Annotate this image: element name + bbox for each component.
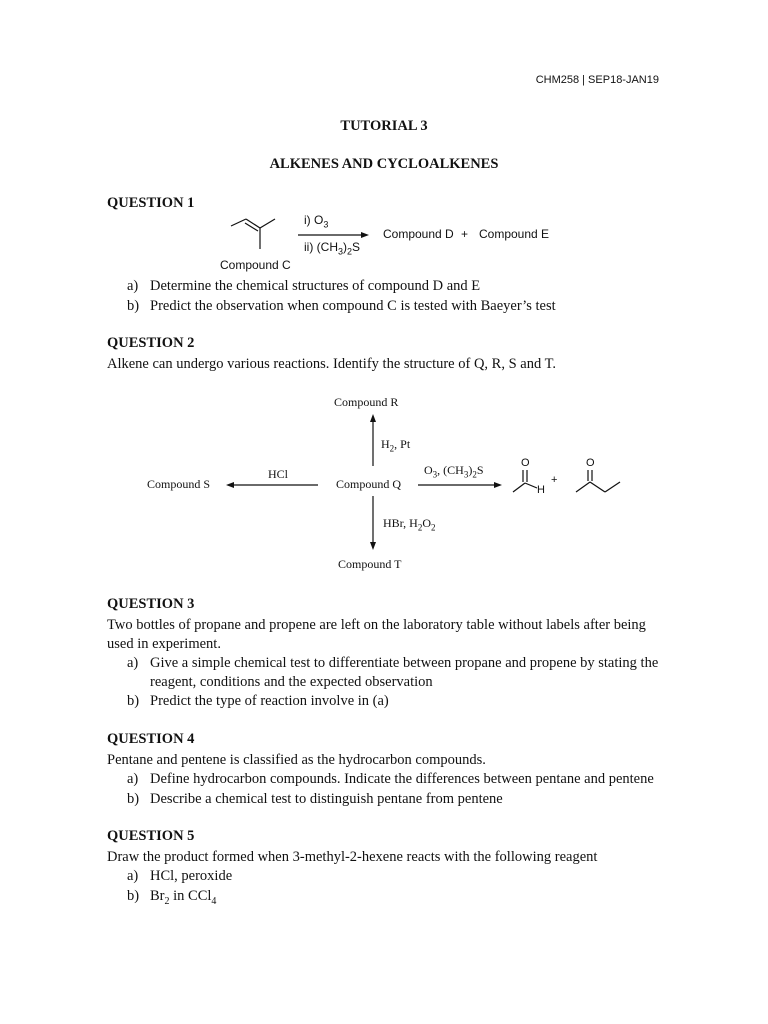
q4-item-a: a) Define hydrocarbon compounds. Indicate the differences between pentane and pentene xyxy=(127,771,654,787)
q2-heading: QUESTION 2 xyxy=(107,335,195,351)
q1-reagent-ozone: i) $O_3$ xyxy=(304,213,329,230)
q2-plus-sign: + xyxy=(551,474,558,486)
aldehyde-hydrogen-atom: H xyxy=(537,484,545,496)
q1-item-b: b) Predict the observation when compound C is tested with Baeyer’s test xyxy=(127,298,556,314)
q4-item-b: b) Describe a chemical test to distinguish pentane from pentene xyxy=(127,791,503,807)
ozonolysis-reagent-label: $O_3$, $(CH_3)_2S$ xyxy=(424,463,484,480)
q5-item-a: a) HCl, peroxide xyxy=(127,868,233,884)
h2-pt-label: $H_2$, Pt xyxy=(381,437,411,454)
compound-d-label: Compound D xyxy=(383,227,454,241)
q1-heading: QUESTION 1 xyxy=(107,195,195,211)
course-code: CHM258 | SEP18-JAN19 xyxy=(535,74,659,86)
acetaldehyde-structure xyxy=(513,470,537,492)
q1-plus-sign: + xyxy=(461,227,469,241)
compound-c-label: Compound C xyxy=(220,258,291,272)
tutorial-title: TUTORIAL 3 xyxy=(340,118,428,134)
hbr-peroxide-label: HBr, $H_2O_2$ xyxy=(383,516,436,533)
topic-title: ALKENES AND CYCLOALKENES xyxy=(269,156,499,172)
arrow-to-s xyxy=(226,482,318,488)
q1-reaction-arrow xyxy=(298,232,369,238)
compound-r-label: Compound R xyxy=(334,395,399,409)
q5-text: Draw the product formed when 3-methyl-2-hexene reacts with the following reagent xyxy=(107,849,598,865)
q3-item-a: a) Give a simple chemical test to differentiate between propane and propene by stating the reagent, conditions and the expected observation xyxy=(127,655,659,690)
arrow-to-t xyxy=(370,496,376,550)
arrow-to-r xyxy=(370,414,376,466)
q4-text: Pentane and pentene is classified as the hydrocarbon compounds. xyxy=(107,752,486,768)
q3-text: Two bottles of propane and propene are left on the laboratory table without labels after being used in experiment. xyxy=(107,617,646,652)
compound-e-label: Compound E xyxy=(479,227,550,241)
aldehyde-oxygen-atom: O xyxy=(521,457,530,469)
compound-s-label: Compound S xyxy=(147,477,211,491)
compound-t-label: Compound T xyxy=(338,557,402,571)
q1-item-a: a) Determine the chemical structures of compound D and E xyxy=(127,278,481,294)
q3-item-b: b) Predict the type of reaction involve in (a) xyxy=(127,693,389,709)
butanone-structure xyxy=(576,470,620,492)
q3-heading: QUESTION 3 xyxy=(107,596,195,612)
compound-c-structure xyxy=(231,219,275,249)
q5-heading: QUESTION 5 xyxy=(107,828,195,844)
q2-text: Alkene can undergo various reactions. Identify the structure of Q, R, S and T. xyxy=(107,356,556,372)
arrow-to-products xyxy=(418,482,502,488)
compound-q-label: Compound Q xyxy=(336,477,402,491)
q5-item-b: b) $Br_2$ in CCl$_4$ xyxy=(127,888,217,907)
hcl-label: HCl xyxy=(268,467,289,481)
ketone-oxygen-atom: O xyxy=(586,457,595,469)
q4-heading: QUESTION 4 xyxy=(107,731,195,747)
q1-reagent-dms: ii) $(CH_3)_2S$ xyxy=(304,240,361,257)
